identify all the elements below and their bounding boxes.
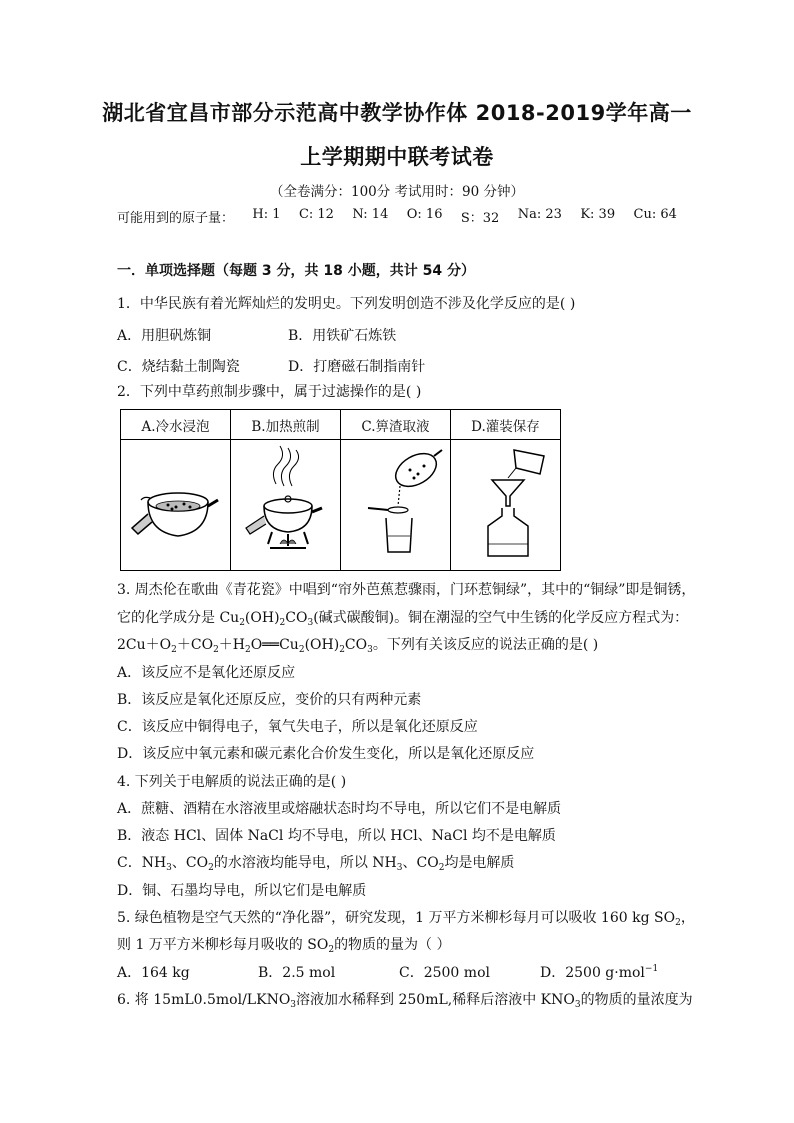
q1-stem: 1．中华民族有着光辉灿烂的发明史。下列发明创造不涉及化学反应的是( ) <box>117 296 576 312</box>
q3-stem-line2: 它的化学成分是 $Cu_2(OH)_2CO_3$(碱式碳酸铜)。铜在潮湿的空气中生锈的化学反应方程式为： <box>117 610 689 628</box>
q5-option-a: A．164 kg <box>117 965 190 981</box>
atomic-mass-na: Na: 23 <box>517 207 562 222</box>
document-title-line1: 湖北省宜昌市部分示范高中教学协作体 2018-2019学年高一 <box>102 101 692 125</box>
q5-stem-line1: 5. 绿色植物是空气天然的“净化器”，研究发现，1 万平方米柳杉每月可以吸收 160 kg $SO_2$， <box>117 910 695 928</box>
q1-option-b: B．用铁矿石炼铁 <box>288 328 397 344</box>
q5-stem-text-2: 则 1 万平方米柳杉每月吸收的 SO <box>117 937 329 953</box>
q6-stem: 6. 将 $15mL0.5mol/LKNO_3$溶液加水稀释到 250mL,稀释后溶液中 $KNO_3$的物质的量浓度为 <box>117 992 693 1010</box>
atomic-mass-row <box>117 207 677 226</box>
q4-option-b: B．液态 HCl、固体 NaCl 均不导电，所以 HCl、NaCl 均不是电解质 <box>117 828 556 844</box>
q1-option-c: C．烧结黏土制陶瓷 <box>117 359 240 375</box>
q4-option-c-text-5: 均是电解质 <box>444 855 515 871</box>
q4-option-c-text-1: C．NH <box>117 855 167 871</box>
q2-header-b: B.加热煎制 <box>231 410 341 440</box>
q5-stem-text-1: 5. 绿色植物是空气天然的“净化器”，研究发现，1 万平方米柳杉每月可以吸收 160 kg SO <box>117 910 676 926</box>
pot-soaking-illustration <box>126 444 226 562</box>
q5-stem-line2: 则 1 万平方米柳杉每月吸收的 $SO_2$的物质的量为（ ） <box>117 937 451 955</box>
atomic-mass-c: C: 12 <box>298 207 334 222</box>
q4-option-c-text-2: 、CO <box>171 855 209 871</box>
q3-equation-tail: 。下列有关该反应的说法正确的是( ) <box>372 637 599 653</box>
atomic-mass-h: H: 1 <box>252 207 281 222</box>
atomic-mass-label: 可能用到的原子量： <box>117 211 235 226</box>
atomic-mass-n: N: 14 <box>352 207 389 222</box>
q5-option-b: B．2.5 mol <box>258 965 336 981</box>
bottling-illustration <box>456 444 556 562</box>
q3-stem-text-d: (碱式碳酸铜)。铜在潮湿的空气中生锈的化学反应方程式为： <box>313 610 689 626</box>
q2-stem: 2．下列中草药煎制步骤中，属于过滤操作的是( ) <box>117 384 422 400</box>
q6-stem-text-2: 溶液加水稀释到 250mL,稀释后溶液中 KNO <box>296 992 575 1008</box>
q3-stem-text-b: (OH) <box>244 610 280 626</box>
q2-header-a: A.冷水浸泡 <box>121 410 231 440</box>
q2-header-c: C.箅渣取液 <box>341 410 451 440</box>
q5-stem-text-3: 的物质的量为（ ） <box>334 937 451 953</box>
q4-option-a: A．蔗糖、酒精在水溶液里或熔融状态时均不导电，所以它们不是电解质 <box>117 801 562 817</box>
document-title-line2: 上学期期中联考试卷 <box>300 145 494 169</box>
filtering-illustration <box>346 444 446 562</box>
heating-pot-illustration <box>236 444 336 562</box>
q5-option-d: D．2500 g·mol$^{-1}$ <box>540 964 659 981</box>
q5-comma: ， <box>680 910 695 926</box>
atomic-mass-s: S：32 <box>460 211 500 226</box>
q3-stem-text-c: CO <box>285 610 308 626</box>
q2-illustration-b-cell <box>231 440 341 571</box>
q6-stem-text-1: 6. 将 15mL0.5mol/LKNO <box>117 992 291 1008</box>
q2-header-d: D.灌装保存 <box>451 410 561 440</box>
q4-option-c: C．$NH_3$、$CO_2$的水溶液均能导电，所以 $NH_3$、$CO_2$均是电解质 <box>117 855 515 873</box>
exam-info: （全卷满分：100分 考试用时：90 分钟） <box>269 184 525 200</box>
q1-option-a: A．用胆矾炼铜 <box>117 328 212 344</box>
q3-option-a: A．该反应不是氧化还原反应 <box>117 665 296 681</box>
q3-option-c: C．该反应中铜得电子，氧气失电子，所以是氧化还原反应 <box>117 719 478 735</box>
q2-illustration-a-cell <box>121 440 231 571</box>
q4-option-d: D．铜、石墨均导电，所以它们是电解质 <box>117 883 367 899</box>
q5-option-d-text: D．2500 g·mol <box>540 965 645 981</box>
atomic-mass-k: K: 39 <box>580 207 616 222</box>
atomic-mass-cu: Cu: 64 <box>633 207 677 222</box>
atomic-mass-o: O: 16 <box>406 207 443 222</box>
q4-option-c-text-3: 的水溶液均能导电，所以 NH <box>213 855 397 871</box>
q4-stem: 4. 下列关于电解质的说法正确的是( ) <box>117 774 347 790</box>
q3-chemical-equation: $2Cu+O_2+CO_2+H_2O══Cu_2(OH)_2CO_3$ <box>117 637 373 655</box>
q3-stem-text-a: 它的化学成分是 Cu <box>117 610 240 626</box>
q2-illustration-c-cell <box>341 440 451 571</box>
q4-option-c-text-4: 、CO <box>402 855 439 871</box>
q3-equation-line <box>117 634 598 655</box>
q2-procedure-table <box>120 409 561 571</box>
section-heading: 一．单项选择题（每题 3 分，共 18 小题，共计 54 分） <box>117 263 475 279</box>
q3-stem-line1: 3. 周杰伦在歌曲《青花瓷》中唱到“帘外芭蕉惹骤雨，门环惹铜绿”，其中的“铜绿”即是铜锈， <box>117 582 696 598</box>
q2-illustration-d-cell <box>451 440 561 571</box>
q3-option-d: D．该反应中氧元素和碳元素化合价发生变化，所以是氧化还原反应 <box>117 746 535 762</box>
q1-option-d: D．打磨磁石制指南针 <box>288 359 426 375</box>
q3-option-b: B．该反应是氧化还原反应，变价的只有两种元素 <box>117 692 422 708</box>
q5-option-c: C．2500 mol <box>399 965 490 981</box>
q6-stem-text-3: 的物质的量浓度为 <box>580 992 693 1008</box>
